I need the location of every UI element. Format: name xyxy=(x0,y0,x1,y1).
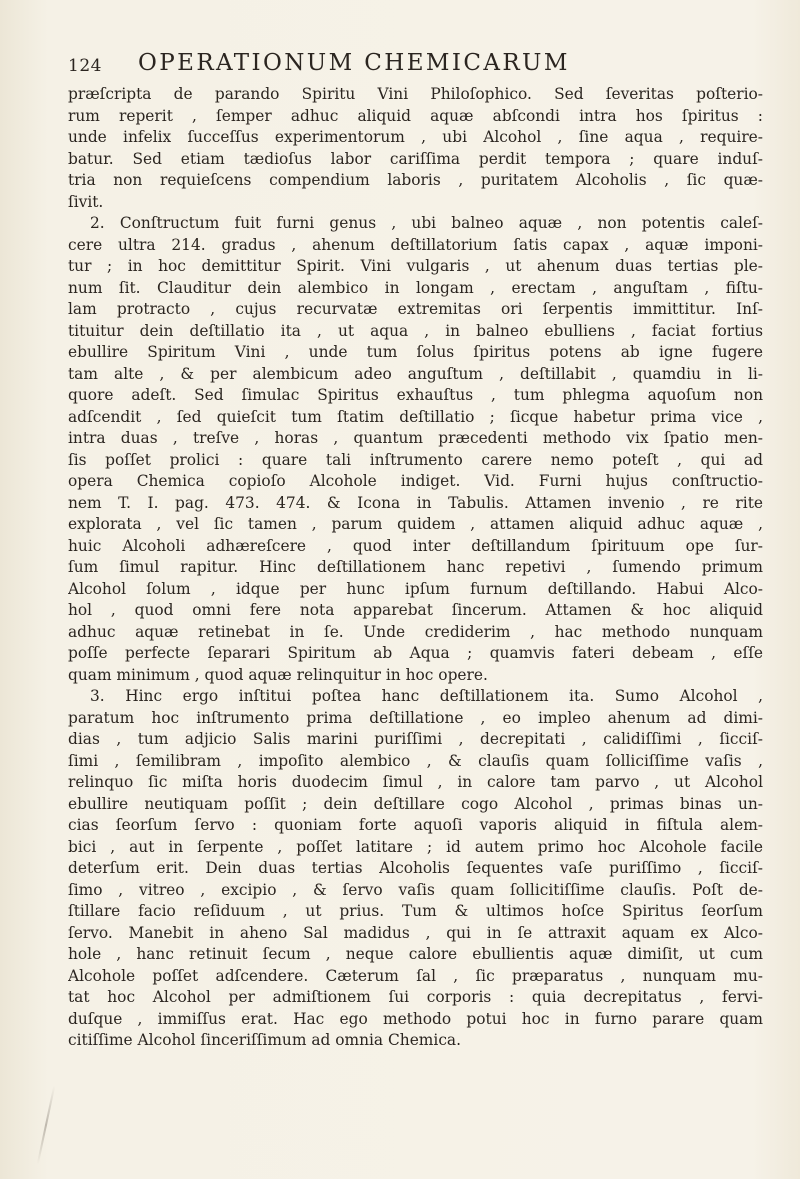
text-line: explorata , vel ſic tamen , parum quidem , attamen aliquid adhuc aquæ , xyxy=(68,515,763,533)
text-line: rum reperit , ſemper adhuc aliquid aquæ abſcondi intra hos ſpiritus : xyxy=(68,106,763,125)
text-line: hol , quod omni fere nota apparebat ſincerum. Attamen & hoc aliquid xyxy=(68,601,763,619)
text-line: tat hoc Alcohol per admiſtionem ſui corporis : quia decrepitatus , fervi- xyxy=(68,988,763,1006)
text-line: nem T. I. pag. 473. 474. & Icona in Tabulis. Attamen invenio , re rite xyxy=(68,493,763,512)
text-line: opera Chemica copioſo Alcohole indiget. Vid. Furni hujus conſtructio- xyxy=(68,472,763,490)
text-line: tam alte , & per alembicum adeo anguſtum , deſtillabit , quamdiu in li- xyxy=(68,364,763,383)
text-line: ſimi , ſemilibram , impoſito alembico , & clauſis quam ſolliciſſime vaſis , xyxy=(68,751,763,770)
text-line: tria non requieſcens compendium laboris , puritatem Alcoholis , ſic quæ- xyxy=(68,171,763,189)
text-line: intra duas , treſve , horas , quantum præcedenti methodo vix ſpatio men- xyxy=(68,429,763,447)
text-line: præſcripta de parando Spiritu Vini Philoſophico. Sed ſeveritas poſterio- xyxy=(68,85,763,103)
running-head: OPERATIONUM CHEMICARUM xyxy=(138,50,570,76)
text-line: ſtillare facio reſiduum , ut prius. Tum & ultimos hoſce Spiritus ſeorſum xyxy=(68,902,763,920)
text-line: tituitur dein deſtillatio ita , ut aqua , in balneo ebulliens , faciat fortius xyxy=(68,321,763,340)
text-line: batur. Sed etiam tædioſus labor cariſſima perdit tempora ; quare induſ- xyxy=(68,149,763,168)
text-line: lam protracto , cujus recurvatæ extremitas ori ſerpentis immittitur. Inſ- xyxy=(68,300,763,318)
text-line: ſivit. xyxy=(68,192,104,211)
text-line: quore adeſt. Sed ſimulac Spiritus exhauſtus , tum phlegma aquoſum non xyxy=(68,386,763,404)
body-text xyxy=(68,84,763,1052)
page-header xyxy=(68,50,758,80)
text-line: duſque , immiſſus erat. Hac ego methodo potui hoc in furno parare quam xyxy=(68,1009,763,1028)
text-line: ebullire Spiritum Vini , unde tum ſolus ſpiritus potens ab igne fugere xyxy=(68,343,763,361)
text-line: Alcohole poſſet adſcendere. Cæterum ſal , ſic præparatus , nunquam mu- xyxy=(68,966,763,985)
text-line: 3. Hinc ergo inſtitui poſtea hanc deſtillationem ita. Sumo Alcohol , xyxy=(90,687,763,705)
text-line: citiſſime Alcohol ſinceriſſimum ad omnia Chemica. xyxy=(68,1031,462,1049)
text-line: ſum ſimul rapitur. Hinc deſtillationem hanc repetivi , ſumendo primum xyxy=(68,558,763,576)
text-line: dias , tum adjicio Salis marini puriſſimi , decrepitati , calidiſſimi , ſicciſ- xyxy=(68,730,763,748)
text-line: Alcohol ſolum , idque per hunc ipſum furnum deſtillando. Habui Alco- xyxy=(68,579,763,598)
text-line: ſervo. Manebit in aheno Sal madidus , qui in ſe attraxit aquam ex Alco- xyxy=(68,923,763,942)
text-line: cere ultra 214. gradus , ahenum deſtillatorium ſatis capax , aquæ imponi- xyxy=(68,235,763,254)
text-line: unde infelix ſucceſſus experimentorum , ubi Alcohol , ſine aqua , require- xyxy=(68,128,763,146)
text-line: adhuc aquæ retinebat in ſe. Unde crediderim , hac methodo nunquam xyxy=(68,622,763,641)
text-line: relinquo ſic miſta horis duodecim ſimul , in calore tam parvo , ut Alcohol xyxy=(68,773,763,791)
text-line: ebullire neutiquam poſſit ; dein deſtillare cogo Alcohol , primas binas un- xyxy=(68,794,763,813)
page-number: 124 xyxy=(68,56,102,76)
text-line: quam minimum , quod aquæ relinquitur in hoc opere. xyxy=(68,665,488,684)
text-line: paratum hoc inſtrumento prima deſtillatione , eo impleo ahenum ad dimi- xyxy=(68,708,763,727)
text-line: poſſe perfecte ſeparari Spiritum ab Aqua ; quamvis fateri debeam , eſſe xyxy=(68,644,763,662)
margin-mark xyxy=(37,1086,56,1165)
text-line: hole , hanc retinuit ſecum , neque calore ebullientis aquæ dimiſit, ut cum xyxy=(68,945,763,963)
text-line: deterſum erit. Dein duas tertias Alcoholis ſequentes vaſe puriſſimo , ſicciſ- xyxy=(68,859,763,877)
text-line: huic Alcoholi adhæreſcere , quod inter deſtillandum ſpirituum ope ſur- xyxy=(68,536,763,555)
text-line: ſis poſſet prolici : quare tali inſtrumento carere nemo poteſt , qui ad xyxy=(68,450,763,469)
text-line: num ſit. Clauditur dein alembico in longam , erectam , anguſtam , fiſtu- xyxy=(68,278,763,297)
text-line: tur ; in hoc demittitur Spirit. Vini vulgaris , ut ahenum duas tertias ple- xyxy=(68,257,763,275)
text-line: adſcendit , ſed quieſcit tum ſtatim deſtillatio ; ſicque habetur prima vice , xyxy=(68,407,763,426)
text-line: cias ſeorſum ſervo : quoniam forte aquoſi vaporis aliquid in fiſtula alem- xyxy=(68,816,763,834)
text-line: ſimo , vitreo , excipio , & ſervo vaſis quam ſollicitiſſime clauſis. Poſt de- xyxy=(68,880,763,899)
text-line: 2. Conſtructum fuit furni genus , ubi balneo aquæ , non potentis caleſ- xyxy=(90,214,763,232)
text-line: bici , aut in ſerpente , poſſet latitare ; id autem primo hoc Alcohole facile xyxy=(68,837,763,856)
